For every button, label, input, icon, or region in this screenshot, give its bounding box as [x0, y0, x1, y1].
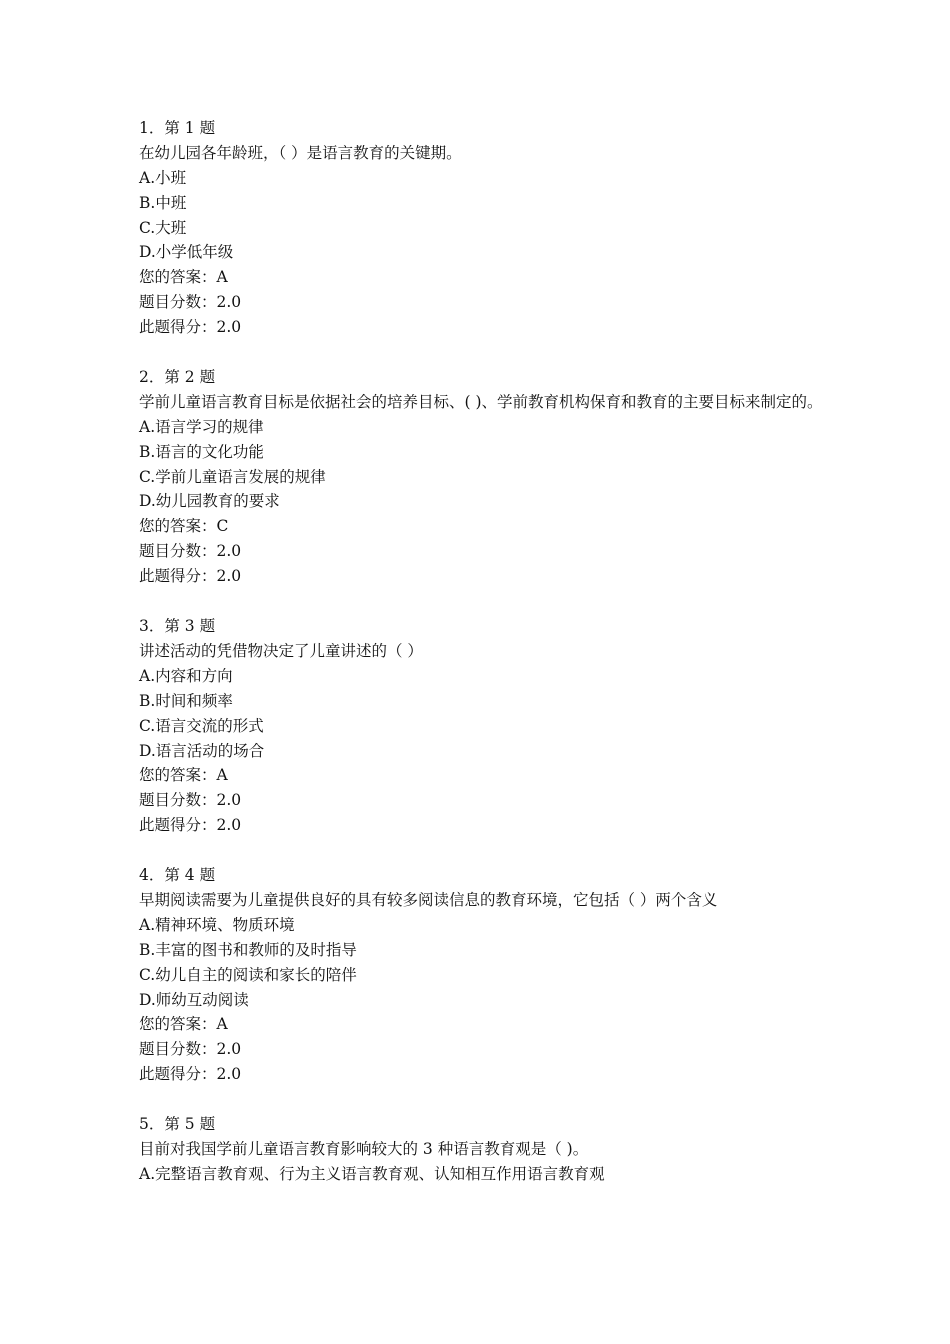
- question-5: [139, 1112, 839, 1187]
- option-a: A.小班: [139, 168, 187, 187]
- option-b: B.丰富的图书和教师的及时指导: [139, 940, 357, 959]
- option-d: D.幼儿园教育的要求: [139, 492, 280, 511]
- option-b: B.语言的文化功能: [139, 442, 264, 461]
- option-c: C.幼儿自主的阅读和家长的陪伴: [139, 965, 357, 984]
- your-answer: 您的答案：A: [139, 268, 228, 287]
- earned-score: 此题得分：2.0: [139, 318, 242, 337]
- option-a: A.语言学习的规律: [139, 417, 264, 436]
- option-c: C.语言交流的形式: [139, 716, 264, 735]
- option-a: A.完整语言教育观、行为主义语言教育观、认知相互作用语言教育观: [139, 1164, 605, 1183]
- question-heading: 3．第 3 题: [139, 617, 216, 636]
- question-stem: 目前对我国学前儿童语言教育影响较大的 3 种语言教育观是（ )。: [139, 1139, 589, 1158]
- quiz-results-document: [139, 116, 839, 1212]
- earned-score: 此题得分：2.0: [139, 567, 242, 586]
- option-a: A.内容和方向: [139, 666, 233, 685]
- option-d: D.师幼互动阅读: [139, 990, 249, 1009]
- question-heading: 5．第 5 题: [139, 1115, 216, 1134]
- question-3: [139, 614, 839, 838]
- option-c: C.大班: [139, 218, 187, 237]
- question-2: [139, 365, 839, 589]
- question-stem: 讲述活动的凭借物决定了儿童讲述的（ ）: [139, 641, 423, 660]
- question-stem: 学前儿童语言教育目标是依据社会的培养目标、( )、学前教育机构保育和教育的主要目标来制定的。: [139, 392, 823, 411]
- question-1: [139, 116, 839, 340]
- question-heading: 4．第 4 题: [139, 866, 216, 885]
- question-score: 题目分数：2.0: [139, 791, 242, 810]
- question-stem: 在幼儿园各年龄班，（ ）是语言教育的关键期。: [139, 143, 462, 162]
- question-4: [139, 863, 839, 1087]
- question-score: 题目分数：2.0: [139, 293, 242, 312]
- your-answer: 您的答案：C: [139, 517, 229, 536]
- option-d: D.小学低年级: [139, 243, 234, 262]
- question-heading: 2．第 2 题: [139, 368, 216, 387]
- question-heading: 1．第 1 题: [139, 119, 216, 137]
- option-a: A.精神环境、物质环境: [139, 915, 295, 934]
- option-d: D.语言活动的场合: [139, 741, 265, 760]
- option-c: C.学前儿童语言发展的规律: [139, 467, 326, 486]
- question-score: 题目分数：2.0: [139, 542, 242, 561]
- option-b: B.中班: [139, 193, 187, 212]
- earned-score: 此题得分：2.0: [139, 816, 242, 835]
- option-b: B.时间和频率: [139, 691, 233, 710]
- your-answer: 您的答案：A: [139, 766, 228, 785]
- your-answer: 您的答案：A: [139, 1015, 228, 1034]
- earned-score: 此题得分：2.0: [139, 1065, 242, 1084]
- question-score: 题目分数：2.0: [139, 1040, 242, 1059]
- question-stem: 早期阅读需要为儿童提供良好的具有较多阅读信息的教育环境，它包括（ ）两个含义: [139, 890, 718, 909]
